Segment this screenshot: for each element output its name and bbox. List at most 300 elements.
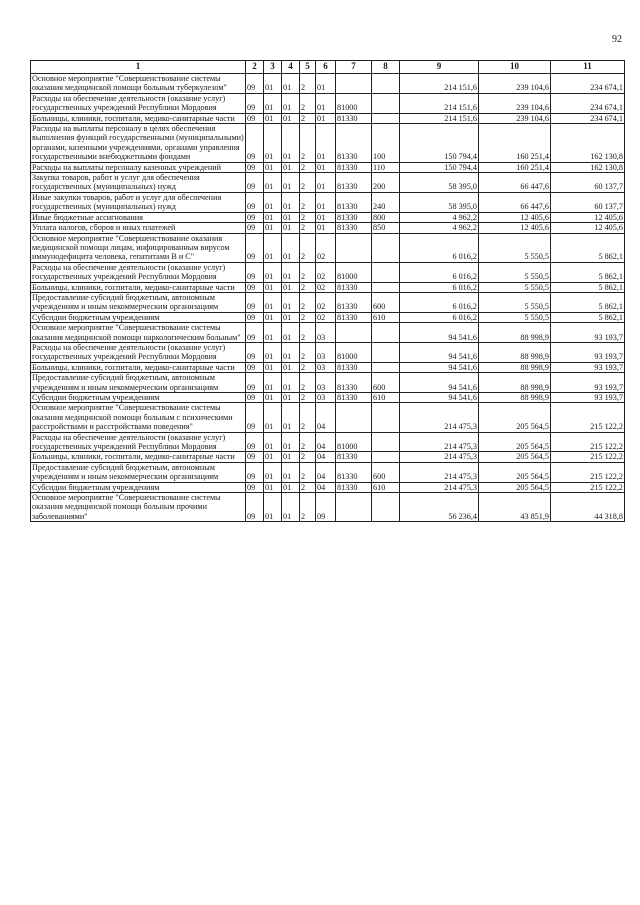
amount-col-11: 162 130,8 [551, 124, 625, 163]
code-program: 01 [282, 462, 300, 482]
row-description: Расходы на обеспечение деятельности (оказание услуг) государственных учреждений Республики Мордовия [31, 342, 246, 362]
code-subprogram: 2 [300, 292, 316, 312]
code-activity: 01 [316, 212, 336, 222]
code-activity: 01 [316, 192, 336, 212]
amount-col-9: 150 794,4 [400, 124, 479, 163]
code-subprogram: 2 [300, 262, 316, 282]
code-subprogram: 2 [300, 113, 316, 123]
table-body [31, 74, 625, 522]
amount-col-9: 94 541,6 [400, 362, 479, 372]
row-description: Основное мероприятие "Совершенствование системы оказания медицинской помощи больным прочими заболеваниями" [31, 493, 246, 522]
row-description: Предоставление субсидий бюджетным, автономным учреждениям и иным некоммерческим организациям [31, 373, 246, 393]
code-activity: 01 [316, 124, 336, 163]
code-expense-type: 600 [372, 292, 400, 312]
code-subsection: 01 [264, 124, 282, 163]
amount-col-10: 66 447,6 [479, 192, 551, 212]
code-subprogram: 2 [300, 74, 316, 94]
table-row [31, 173, 625, 193]
amount-col-11: 234 674,1 [551, 93, 625, 113]
code-program: 01 [282, 312, 300, 322]
code-subsection: 01 [264, 403, 282, 432]
amount-col-10: 205 564,5 [479, 452, 551, 462]
row-description: Больницы, клиники, госпитали, медико-санитарные части [31, 113, 246, 123]
amount-col-10: 5 550,5 [479, 262, 551, 282]
code-subsection: 01 [264, 462, 282, 482]
code-expense-line: 81330 [336, 462, 372, 482]
code-section: 09 [246, 162, 264, 172]
code-subprogram: 2 [300, 482, 316, 492]
code-activity: 03 [316, 323, 336, 343]
code-subsection: 01 [264, 113, 282, 123]
code-expense-type: 610 [372, 393, 400, 403]
row-description: Расходы на обеспечение деятельности (оказание услуг) государственных учреждений Республики Мордовия [31, 262, 246, 282]
code-expense-type [372, 282, 400, 292]
amount-col-9: 214 151,6 [400, 113, 479, 123]
code-section: 09 [246, 192, 264, 212]
code-activity: 02 [316, 233, 336, 262]
code-activity: 04 [316, 452, 336, 462]
code-program: 01 [282, 292, 300, 312]
code-section: 09 [246, 262, 264, 282]
code-subprogram: 2 [300, 323, 316, 343]
code-expense-type [372, 403, 400, 432]
code-program: 01 [282, 173, 300, 193]
amount-col-9: 58 395,0 [400, 192, 479, 212]
code-activity: 01 [316, 113, 336, 123]
code-subsection: 01 [264, 312, 282, 322]
amount-col-9: 214 475,3 [400, 432, 479, 452]
table-row [31, 493, 625, 522]
code-expense-line: 81000 [336, 342, 372, 362]
code-program: 01 [282, 192, 300, 212]
table-row [31, 312, 625, 322]
amount-col-9: 214 475,3 [400, 482, 479, 492]
code-subprogram: 2 [300, 233, 316, 262]
code-subsection: 01 [264, 493, 282, 522]
code-program: 01 [282, 124, 300, 163]
table-row [31, 452, 625, 462]
code-program: 01 [282, 362, 300, 372]
code-subprogram: 2 [300, 173, 316, 193]
row-description: Предоставление субсидий бюджетным, автономным учреждениям и иным некоммерческим организациям [31, 462, 246, 482]
amount-col-11: 215 122,2 [551, 462, 625, 482]
table-header-row [31, 61, 625, 74]
code-activity: 03 [316, 342, 336, 362]
code-expense-line: 81000 [336, 93, 372, 113]
code-activity: 02 [316, 312, 336, 322]
code-subprogram: 2 [300, 342, 316, 362]
amount-col-9: 4 962,2 [400, 212, 479, 222]
code-section: 09 [246, 292, 264, 312]
code-subsection: 01 [264, 432, 282, 452]
amount-col-10: 5 550,5 [479, 282, 551, 292]
table-row [31, 262, 625, 282]
column-header: 11 [551, 61, 625, 74]
code-expense-type [372, 74, 400, 94]
table-row [31, 162, 625, 172]
column-header: 5 [300, 61, 316, 74]
amount-col-11: 215 122,2 [551, 482, 625, 492]
column-header: 3 [264, 61, 282, 74]
code-expense-type: 610 [372, 482, 400, 492]
row-description: Основное мероприятие "Совершенствование оказания медицинской помощи лицам, инфицированным вирусом иммунодефицита человека, гепатитами В и С" [31, 233, 246, 262]
code-subsection: 01 [264, 292, 282, 312]
table-row [31, 93, 625, 113]
code-activity: 02 [316, 282, 336, 292]
amount-col-11: 93 193,7 [551, 323, 625, 343]
amount-col-10: 239 104,6 [479, 74, 551, 94]
amount-col-9: 214 475,3 [400, 403, 479, 432]
code-expense-line: 81000 [336, 432, 372, 452]
amount-col-11: 44 318,8 [551, 493, 625, 522]
amount-col-10: 88 998,9 [479, 323, 551, 343]
code-activity: 04 [316, 462, 336, 482]
code-section: 09 [246, 93, 264, 113]
code-subsection: 01 [264, 192, 282, 212]
table-row [31, 192, 625, 212]
code-expense-line: 81330 [336, 212, 372, 222]
code-expense-line: 81330 [336, 292, 372, 312]
amount-col-11: 215 122,2 [551, 403, 625, 432]
amount-col-10: 205 564,5 [479, 403, 551, 432]
row-description: Предоставление субсидий бюджетным, автономным учреждениям и иным некоммерческим организациям [31, 292, 246, 312]
row-description: Уплата налогов, сборов и иных платежей [31, 223, 246, 233]
budget-table [30, 60, 625, 522]
code-activity: 01 [316, 93, 336, 113]
column-header: 8 [372, 61, 400, 74]
code-expense-type: 610 [372, 312, 400, 322]
row-description: Больницы, клиники, госпитали, медико-санитарные части [31, 362, 246, 372]
amount-col-11: 12 405,6 [551, 223, 625, 233]
code-subsection: 01 [264, 233, 282, 262]
code-activity: 02 [316, 292, 336, 312]
code-subsection: 01 [264, 452, 282, 462]
row-description: Иные закупки товаров, работ и услуг для обеспечения государственных (муниципальных) нужд [31, 192, 246, 212]
amount-col-9: 6 016,2 [400, 292, 479, 312]
code-expense-line: 81330 [336, 482, 372, 492]
column-header: 9 [400, 61, 479, 74]
amount-col-10: 88 998,9 [479, 342, 551, 362]
code-activity: 09 [316, 493, 336, 522]
amount-col-9: 58 395,0 [400, 173, 479, 193]
code-section: 09 [246, 462, 264, 482]
code-program: 01 [282, 223, 300, 233]
amount-col-9: 214 151,6 [400, 74, 479, 94]
amount-col-9: 6 016,2 [400, 262, 479, 282]
column-header: 7 [336, 61, 372, 74]
code-program: 01 [282, 262, 300, 282]
code-subsection: 01 [264, 212, 282, 222]
amount-col-9: 6 016,2 [400, 282, 479, 292]
code-program: 01 [282, 403, 300, 432]
amount-col-11: 60 137,7 [551, 173, 625, 193]
table-row [31, 113, 625, 123]
code-subsection: 01 [264, 162, 282, 172]
code-expense-line: 81000 [336, 262, 372, 282]
code-subsection: 01 [264, 323, 282, 343]
code-section: 09 [246, 212, 264, 222]
amount-col-11: 5 862,1 [551, 312, 625, 322]
code-activity: 02 [316, 262, 336, 282]
code-expense-type: 240 [372, 192, 400, 212]
row-description: Субсидии бюджетным учреждениям [31, 393, 246, 403]
code-program: 01 [282, 452, 300, 462]
code-expense-type: 850 [372, 223, 400, 233]
code-expense-line [336, 233, 372, 262]
code-activity: 03 [316, 373, 336, 393]
code-section: 09 [246, 113, 264, 123]
code-subsection: 01 [264, 482, 282, 492]
code-expense-line: 81330 [336, 452, 372, 462]
amount-col-11: 162 130,8 [551, 162, 625, 172]
code-section: 09 [246, 124, 264, 163]
table-row [31, 74, 625, 94]
code-activity: 01 [316, 173, 336, 193]
code-section: 09 [246, 342, 264, 362]
code-expense-line [336, 323, 372, 343]
amount-col-9: 94 541,6 [400, 323, 479, 343]
amount-col-9: 214 475,3 [400, 452, 479, 462]
code-program: 01 [282, 74, 300, 94]
row-description: Иные бюджетные ассигнования [31, 212, 246, 222]
amount-col-9: 94 541,6 [400, 342, 479, 362]
code-expense-type [372, 432, 400, 452]
code-section: 09 [246, 173, 264, 193]
code-expense-line: 81330 [336, 113, 372, 123]
table-row [31, 212, 625, 222]
code-program: 01 [282, 282, 300, 292]
amount-col-10: 5 550,5 [479, 233, 551, 262]
code-program: 01 [282, 482, 300, 492]
code-program: 01 [282, 233, 300, 262]
amount-col-10: 88 998,9 [479, 373, 551, 393]
code-expense-type: 110 [372, 162, 400, 172]
code-section: 09 [246, 493, 264, 522]
code-subsection: 01 [264, 393, 282, 403]
code-expense-line: 81330 [336, 373, 372, 393]
code-subprogram: 2 [300, 124, 316, 163]
code-subsection: 01 [264, 173, 282, 193]
code-subprogram: 2 [300, 162, 316, 172]
row-description: Больницы, клиники, госпитали, медико-санитарные части [31, 282, 246, 292]
amount-col-11: 93 193,7 [551, 342, 625, 362]
code-expense-line [336, 493, 372, 522]
row-description: Расходы на обеспечение деятельности (оказание услуг) государственных учреждений Республики Мордовия [31, 93, 246, 113]
amount-col-10: 239 104,6 [479, 113, 551, 123]
table-row [31, 482, 625, 492]
code-section: 09 [246, 323, 264, 343]
code-expense-type [372, 342, 400, 362]
code-program: 01 [282, 212, 300, 222]
amount-col-11: 5 862,1 [551, 262, 625, 282]
amount-col-10: 88 998,9 [479, 393, 551, 403]
amount-col-9: 214 151,6 [400, 93, 479, 113]
code-subprogram: 2 [300, 432, 316, 452]
code-subsection: 01 [264, 373, 282, 393]
code-subprogram: 2 [300, 223, 316, 233]
code-expense-type: 800 [372, 212, 400, 222]
code-expense-line: 81330 [336, 124, 372, 163]
amount-col-10: 160 251,4 [479, 162, 551, 172]
code-program: 01 [282, 393, 300, 403]
amount-col-9: 214 475,3 [400, 462, 479, 482]
amount-col-10: 205 564,5 [479, 432, 551, 452]
code-expense-type [372, 93, 400, 113]
amount-col-9: 6 016,2 [400, 233, 479, 262]
table-row [31, 282, 625, 292]
amount-col-9: 150 794,4 [400, 162, 479, 172]
amount-col-11: 5 862,1 [551, 282, 625, 292]
code-activity: 01 [316, 223, 336, 233]
amount-col-10: 88 998,9 [479, 362, 551, 372]
code-subprogram: 2 [300, 312, 316, 322]
code-expense-type [372, 493, 400, 522]
row-description: Расходы на выплаты персоналу в целях обеспечения выполнения функций государственными (муниципальными) органами, казенными учреждениями, органами управления государственными внебюджетными фондами [32, 124, 244, 162]
amount-col-11: 215 122,2 [551, 432, 625, 452]
code-program: 01 [282, 93, 300, 113]
column-header: 2 [246, 61, 264, 74]
code-expense-type [372, 113, 400, 123]
code-expense-type: 600 [372, 462, 400, 482]
amount-col-11: 234 674,1 [551, 74, 625, 94]
code-expense-type [372, 323, 400, 343]
page-number: 92 [612, 34, 622, 45]
row-description: Закупка товаров, работ и услуг для обеспечения государственных (муниципальных) нужд [31, 173, 246, 193]
row-description: Основное мероприятие "Совершенствование системы оказания медицинской помощи наркологическим больным" [31, 323, 246, 343]
table-row [31, 342, 625, 362]
code-subsection: 01 [264, 342, 282, 362]
amount-col-11: 5 862,1 [551, 292, 625, 312]
code-activity: 01 [316, 74, 336, 94]
table-row [31, 432, 625, 452]
amount-col-10: 160 251,4 [479, 124, 551, 163]
amount-col-10: 205 564,5 [479, 482, 551, 492]
code-activity: 03 [316, 362, 336, 372]
code-program: 01 [282, 342, 300, 362]
table-row [31, 373, 625, 393]
amount-col-9: 94 541,6 [400, 393, 479, 403]
code-subsection: 01 [264, 282, 282, 292]
row-description: Расходы на выплаты персоналу казенных учреждений [31, 162, 246, 172]
code-expense-line [336, 74, 372, 94]
code-expense-line: 81330 [336, 173, 372, 193]
code-program: 01 [282, 162, 300, 172]
amount-col-11: 234 674,1 [551, 113, 625, 123]
amount-col-9: 94 541,6 [400, 373, 479, 393]
code-section: 09 [246, 373, 264, 393]
amount-col-10: 43 851,9 [479, 493, 551, 522]
amount-col-11: 93 193,7 [551, 393, 625, 403]
code-expense-type: 600 [372, 373, 400, 393]
code-subsection: 01 [264, 93, 282, 113]
code-section: 09 [246, 393, 264, 403]
table-row [31, 292, 625, 312]
column-header: 1 [31, 61, 246, 74]
code-expense-type [372, 233, 400, 262]
code-subprogram: 2 [300, 403, 316, 432]
row-description: Субсидии бюджетным учреждениям [31, 482, 246, 492]
row-description: Основное мероприятие "Совершенствование системы оказания медицинской помощи больным туберкулезом" [31, 74, 246, 94]
code-expense-line: 81330 [336, 223, 372, 233]
code-program: 01 [282, 113, 300, 123]
amount-col-9: 4 962,2 [400, 223, 479, 233]
code-expense-line: 81330 [336, 362, 372, 372]
amount-col-10: 12 405,6 [479, 212, 551, 222]
code-section: 09 [246, 233, 264, 262]
code-activity: 04 [316, 403, 336, 432]
table-row [31, 403, 625, 432]
code-subsection: 01 [264, 262, 282, 282]
code-program: 01 [282, 373, 300, 393]
row-description: Больницы, клиники, госпитали, медико-санитарные части [31, 452, 246, 462]
table-row [31, 323, 625, 343]
code-expense-line: 81330 [336, 393, 372, 403]
amount-col-10: 66 447,6 [479, 173, 551, 193]
amount-col-11: 60 137,7 [551, 192, 625, 212]
code-program: 01 [282, 323, 300, 343]
column-header: 6 [316, 61, 336, 74]
code-expense-type [372, 262, 400, 282]
column-header: 4 [282, 61, 300, 74]
code-subprogram: 2 [300, 282, 316, 292]
code-section: 09 [246, 223, 264, 233]
code-subprogram: 2 [300, 393, 316, 403]
code-activity: 03 [316, 393, 336, 403]
table-row [31, 233, 625, 262]
row-description: Расходы на обеспечение деятельности (оказание услуг) государственных учреждений Республики Мордовия [31, 432, 246, 452]
row-description: Основное мероприятие "Совершенствование системы оказания медицинской помощи больным с психическими расстройствами и расстройствами поведения" [31, 403, 246, 432]
table-row [31, 223, 625, 233]
code-subprogram: 2 [300, 462, 316, 482]
amount-col-11: 12 405,6 [551, 212, 625, 222]
amount-col-9: 6 016,2 [400, 312, 479, 322]
amount-col-9: 56 236,4 [400, 493, 479, 522]
code-activity: 04 [316, 482, 336, 492]
table-row [31, 462, 625, 482]
amount-col-10: 205 564,5 [479, 462, 551, 482]
code-subprogram: 2 [300, 93, 316, 113]
amount-col-10: 12 405,6 [479, 223, 551, 233]
code-subprogram: 2 [300, 192, 316, 212]
column-header: 10 [479, 61, 551, 74]
code-expense-type [372, 452, 400, 462]
amount-col-11: 5 862,1 [551, 233, 625, 262]
code-program: 01 [282, 432, 300, 452]
code-subprogram: 2 [300, 493, 316, 522]
code-expense-line: 81330 [336, 162, 372, 172]
code-section: 09 [246, 362, 264, 372]
code-program: 01 [282, 493, 300, 522]
code-subprogram: 2 [300, 362, 316, 372]
amount-col-10: 239 104,6 [479, 93, 551, 113]
amount-col-10: 5 550,5 [479, 312, 551, 322]
code-expense-type: 200 [372, 173, 400, 193]
code-activity: 01 [316, 162, 336, 172]
code-section: 09 [246, 452, 264, 462]
amount-col-11: 93 193,7 [551, 373, 625, 393]
code-expense-type [372, 362, 400, 372]
code-section: 09 [246, 482, 264, 492]
code-subprogram: 2 [300, 212, 316, 222]
amount-col-10: 5 550,5 [479, 292, 551, 312]
code-subsection: 01 [264, 223, 282, 233]
table-row [31, 393, 625, 403]
code-expense-line: 81330 [336, 192, 372, 212]
code-section: 09 [246, 403, 264, 432]
code-expense-type: 100 [372, 124, 400, 163]
code-activity: 04 [316, 432, 336, 452]
amount-col-11: 93 193,7 [551, 362, 625, 372]
